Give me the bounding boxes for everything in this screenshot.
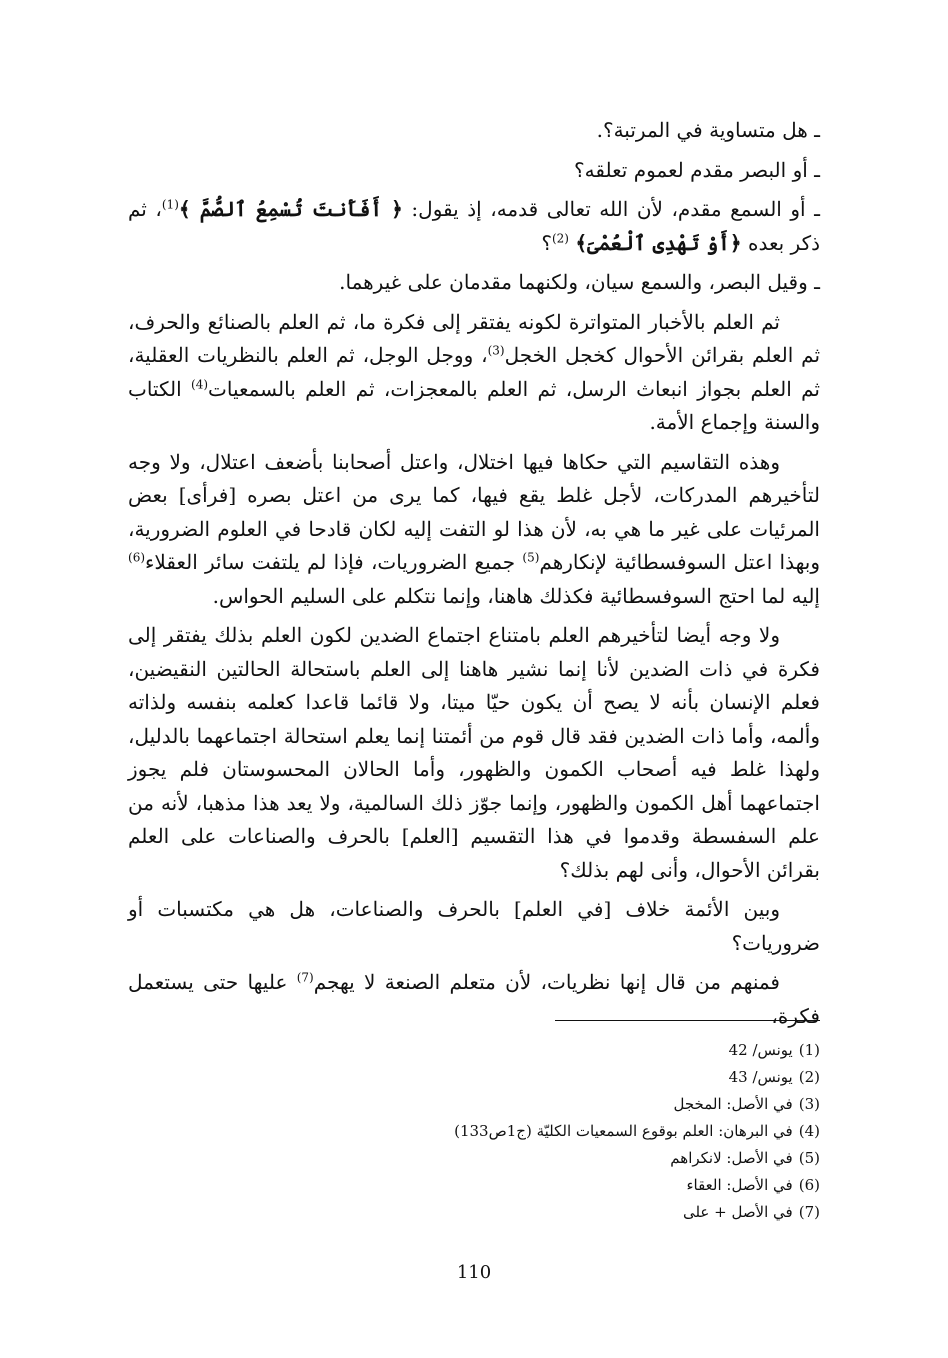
footnote-ref-2: (2) [551, 230, 569, 245]
footnote-number: (1) [798, 1041, 820, 1059]
paragraph-1 [128, 306, 820, 440]
footnote-ref-5: (5) [522, 550, 540, 565]
question-item-4: ـ وقيل البصر، والسمع سيان، ولكنهما مقدمان على غيرهما. [339, 270, 820, 294]
footnote-2 [360, 1064, 820, 1091]
footnote-ref-7: (7) [296, 970, 314, 985]
paragraph-3: ولا وجه أيضا لتأخيرهم العلم بامتناع اجتماع الضدين لكون العلم بذلك يفتقر إلى فكرة في ذات الضدين لأنا إنما نشير هاهنا إلى العلم باستحالة الحالتين النقيضين، فعلم الإنسان بأنه لا يصح أن يكون حيّا ميتا، ولا قائما قاعدا كعلمه بنفسه ولذاته وألمه، وأما ذات الضدين فقد قال قوم من أئمتنا إنما يعلم استحالة اجتماعهما بالدليل، ولهذا غلط فيه أصحاب الكمون والظهور، وأما الحالان المحسوستان فلم يجوز اجتماعهما أهل الكمون والظهور، وإنما جوّز ذلك السالمية، ولا يعد هذا مذهبا، لأنه من علم السفسطة وقدموا في هذا التقسيم [العلم] بالحرف والصناعات على العلم بقرائن الأحوال، وأنى لهم بذلك؟ [128, 623, 821, 882]
footnote-text: في الأصل + على [682, 1203, 793, 1221]
footnote-text: يونس/ 42 [728, 1041, 793, 1059]
quran-verse-2: ﴿أَوْ تَهْدِى ٱلْعُمْىَ﴾ [575, 230, 742, 255]
footnote-text: في البرهان: العلم بوقوع السمعيات الكليّة (ج1ص133) [454, 1122, 793, 1140]
footnote-number: (6) [798, 1176, 820, 1194]
footnotes-list [360, 1037, 820, 1226]
footnote-3 [360, 1091, 820, 1118]
footnote-text: يونس/ 43 [728, 1068, 793, 1086]
footnote-number: (5) [798, 1149, 820, 1167]
question-item-1: ـ هل متساوية في المرتبة؟. [596, 118, 820, 142]
paragraph-2 [128, 446, 820, 614]
footnote-number: (3) [798, 1095, 820, 1113]
paragraph-5-part-a: فمنهم من قال إنها نظريات، لأن متعلم الصنعة لا يهجم [313, 970, 780, 994]
quran-verse-1: ﴿ أَفَأَنتَ تُسْمِعُ ٱلصُّمَّ ﴾ [178, 197, 403, 221]
footnote-ref-3: (3) [487, 343, 505, 358]
paragraph-2-part-a: وهذه التقاسيم التي حكاها فيها اختلال، واعتل أصحابنا بأضعف اعتلال، ولا وجه لتأخيرهم المدركات، لأجل غلط يقع فيها، كما يرى من اعتل بصره [فرأى] بعض المرئيات على غير ما هي به، لأن هذا لو التفت إليه لكان قادحا في العلوم الضرورية، وبهذا اعتل السوفسطائية لإنكارهم [128, 449, 821, 574]
item3-text: ـ أو السمع مقدم، لأن الله تعالى قدمه، إذ يقول: [402, 197, 820, 221]
main-text [128, 114, 820, 1033]
footnote-6 [360, 1172, 820, 1199]
footnote-text: في الأصل: لانكراهم [670, 1149, 793, 1167]
paragraph-1-part-b: ، ووجل الوجل، ثم العلم بالنظريات العقلية، ثم العلم بجواز انبعاث الرسل، ثم العلم بالمعجزات، ثم العلم بالسمعيات [128, 343, 820, 401]
question-item-3 [128, 193, 820, 260]
paragraph-5 [128, 966, 820, 1033]
footnote-4 [360, 1118, 820, 1145]
footnote-number: (2) [798, 1068, 820, 1086]
footnote-text: في الأصل: العقاء [686, 1176, 793, 1194]
question-item-2: ـ أو البصر مقدم لعموم تعلقه؟ [574, 157, 820, 182]
item3-end: ؟ [541, 230, 552, 255]
item3-middle: ، ثم ذكر بعده [128, 197, 820, 255]
paragraph-4: وبين الأئمة خلاف [في العلم] بالحرف والصناعات، هل هي مكتسبات أو ضروريات؟ [128, 897, 820, 955]
paragraph-2-part-b: جميع الضروريات، فإذا لم يلتفت سائر العقلاء [145, 550, 523, 574]
footnote-ref-6: (6) [128, 550, 146, 565]
footnote-5 [360, 1145, 820, 1172]
footnote-ref-4: (4) [191, 376, 209, 391]
footnote-7 [360, 1199, 820, 1226]
footnote-divider [555, 1020, 820, 1021]
paragraph-1-part-c: الكتاب والسنة وإجماع الأمة. [128, 376, 820, 434]
footnote-number: (7) [798, 1203, 820, 1221]
footnote-1 [360, 1037, 820, 1064]
footnote-ref-1: (1) [161, 197, 179, 212]
paragraph-5-part-b: عليها حتى يستعمل فكرة، [128, 970, 820, 1028]
paragraph-1-part-a: ثم العلم بالأخبار المتواترة لكونه يفتقر إلى فكرة ما، ثم العلم بالصنائع والحرف، ثم العلم بقرائن الأحوال كخجل الخجل [128, 309, 821, 367]
paragraph-2-part-c: إليه لما احتج السوفسطائية فكذلك هاهنا، وإنما نتكلم على السليم الحواس. [212, 583, 820, 608]
footnote-text: في الأصل: المخجل [673, 1095, 793, 1113]
footnote-number: (4) [798, 1122, 820, 1140]
page-number: 110 [456, 1262, 492, 1283]
